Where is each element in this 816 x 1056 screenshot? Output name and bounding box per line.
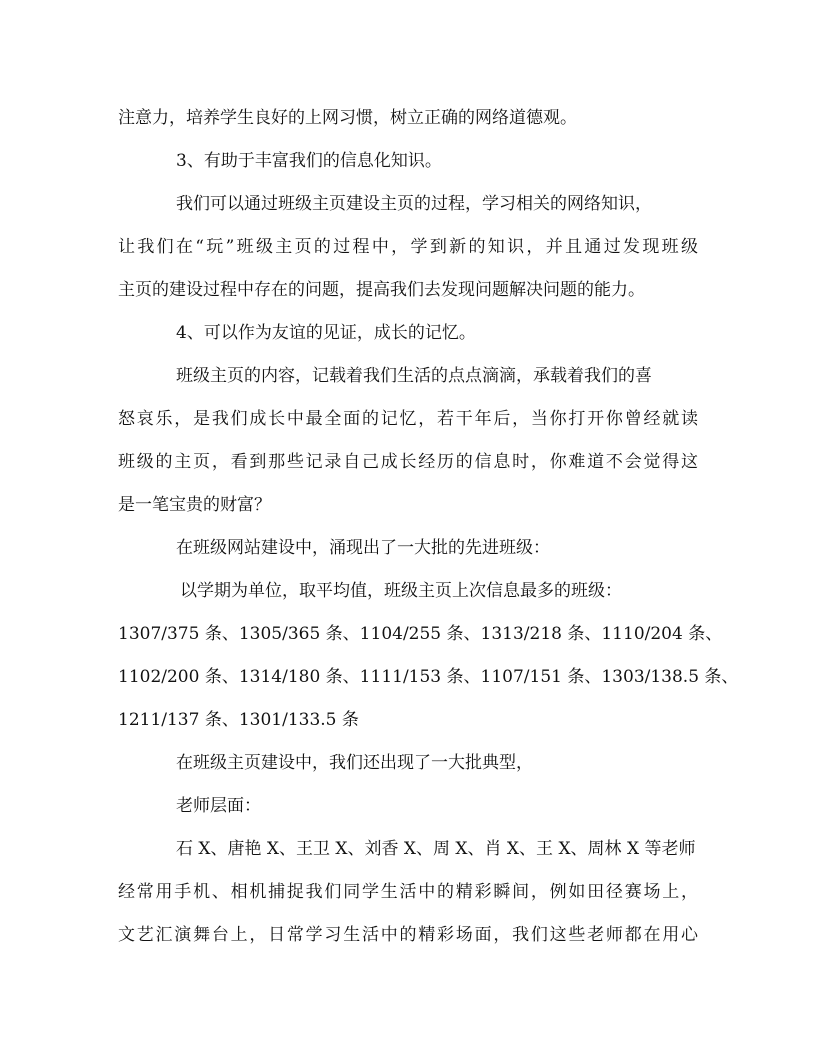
paragraph-line: 怒哀乐，是我们成长中最全面的记忆，若干年后，当你打开你曾经就读	[118, 409, 698, 429]
paragraph-line: 班级主页的内容，记载着我们生活的点点滴滴，承载着我们的喜	[176, 366, 652, 386]
paragraph-line: 主页的建设过程中存在的问题，提高我们去发现问题解决问题的能力。	[118, 280, 645, 300]
paragraph-line: 石 X、唐艳 X、王卫 X、刘香 X、周 X、肖 X、王 X、周林 X 等老师	[176, 839, 696, 859]
paragraph-line: 我们可以通过班级主页建设主页的过程，学习相关的网络知识，	[176, 194, 652, 214]
paragraph-line: 让我们在“玩”班级主页的过程中，学到新的知识，并且通过发现班级	[118, 237, 698, 257]
paragraph-line: 在班级主页建设中，我们还出现了一大批典型，	[176, 753, 533, 773]
section-heading: 4、可以作为友谊的见证，成长的记忆。	[176, 323, 476, 343]
class-stats-line: 1102/200 条、1314/180 条、1111/153 条、1107/151 条、1303/138.5 条、	[118, 667, 739, 687]
paragraph-line: 在班级网站建设中，涌现出了一大批的先进班级：	[176, 538, 550, 558]
section-heading: 3、有助于丰富我们的信息化知识。	[176, 151, 442, 171]
paragraph-line: 班级的主页，看到那些记录自己成长经历的信息时，你难道不会觉得这	[118, 452, 698, 472]
class-stats-line: 1211/137 条、1301/133.5 条	[118, 710, 359, 730]
paragraph-line: 文艺汇演舞台上，日常学习生活中的精彩场面，我们这些老师都在用心	[118, 925, 698, 945]
class-stats-line: 1307/375 条、1305/365 条、1104/255 条、1313/218 条、1110/204 条、	[118, 624, 723, 644]
paragraph-line: 以学期为单位，取平均值，班级主页上次信息最多的班级：	[180, 581, 622, 601]
subsection-heading: 老师层面：	[176, 796, 261, 816]
paragraph-line: 是一笔宝贵的财富？	[118, 495, 271, 515]
paragraph-line: 注意力，培养学生良好的上网习惯，树立正确的网络道德观。	[118, 108, 577, 128]
paragraph-line: 经常用手机、相机捕捉我们同学生活中的精彩瞬间，例如田径赛场上，	[118, 882, 698, 902]
